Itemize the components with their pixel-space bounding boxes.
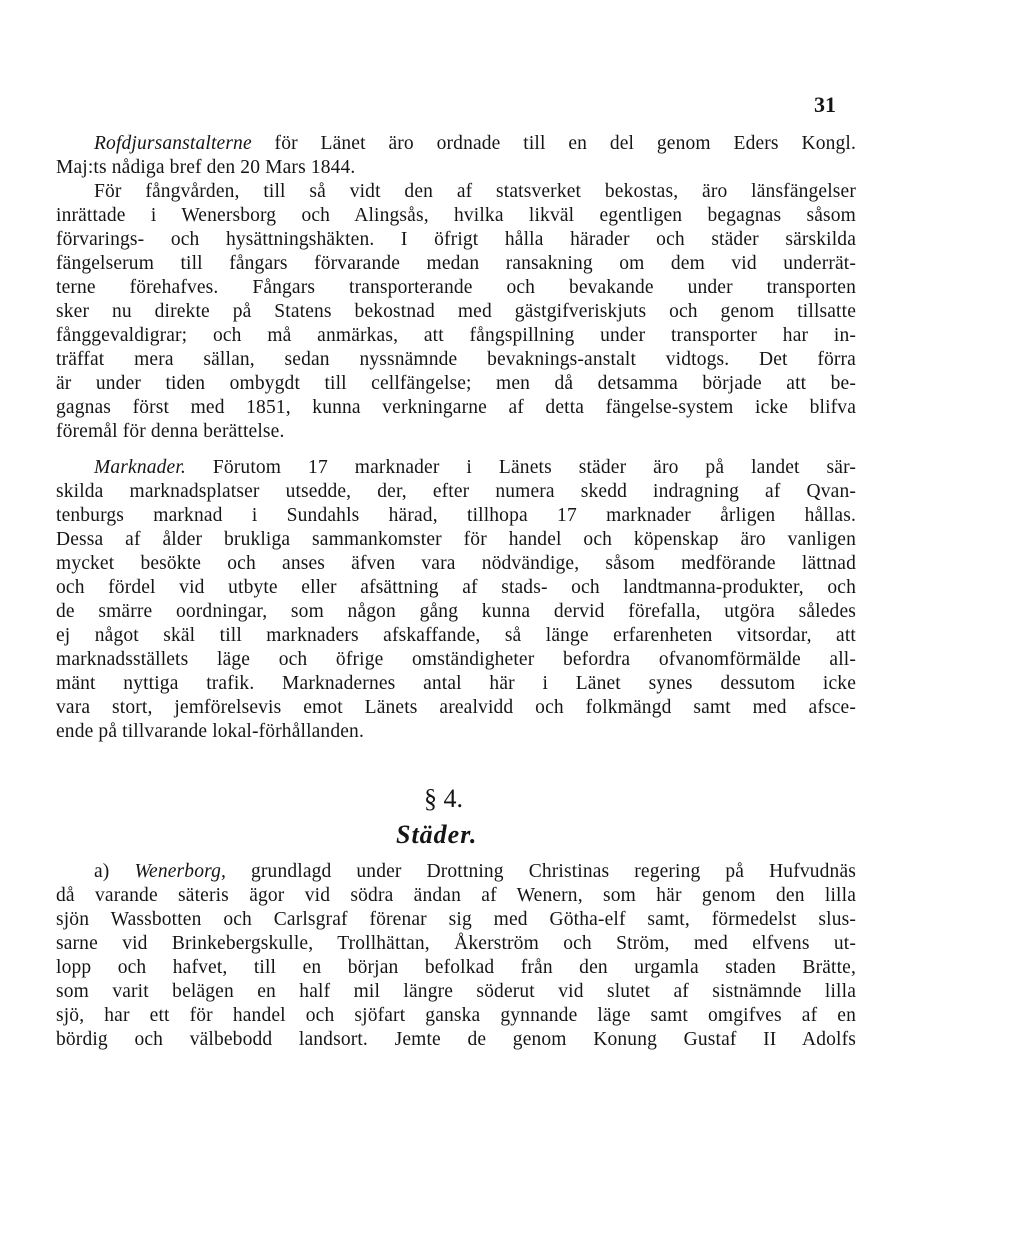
text-line-content: för Länet äro ordnade till en del genom Eders Kongl. bbox=[251, 133, 856, 154]
text-line bbox=[94, 456, 856, 480]
text-line: För fångvården, till så vidt den af statsverket bekostas, äro länsfängelser bbox=[94, 181, 856, 202]
list-marker: a) bbox=[94, 861, 135, 882]
paragraph-lead-wenerborg: Wenerborg, bbox=[134, 861, 227, 882]
text-line: som varit belägen en half mil längre söderut vid slutet af sistnämnde lilla bbox=[56, 981, 856, 1002]
text-line: sjö, har ett för handel och sjöfart ganska gynnande läge samt omgifves af en bbox=[56, 1005, 856, 1026]
text-line: sjön Wassbotten och Carlsgraf förenar sig med Götha-elf samt, förmedelst slus- bbox=[56, 909, 856, 930]
text-line: tenburgs marknad i Sundahls härad, tillhopa 17 marknader årligen hållas. bbox=[56, 505, 856, 526]
text-line: fängelserum till fångars förvarande medan ransakning om dem vid underrät- bbox=[56, 253, 856, 274]
text-line: skilda marknadsplatser utsedde, der, efter numera skedd indragning af Qvan- bbox=[56, 481, 856, 502]
section-number: § 4. bbox=[424, 784, 463, 813]
section-heading: Städer. bbox=[396, 820, 478, 849]
text-line: mycket besökte och anses äfven vara nödvändige, såsom medförande lättnad bbox=[56, 553, 856, 574]
text-line: träffat mera sällan, sedan nyssnämnde bevaknings-anstalt vidtogs. Det förra bbox=[56, 349, 856, 370]
text-line: då varande säteris ägor vid södra ändan af Wenern, som här genom den lilla bbox=[56, 885, 856, 906]
page-number: 31 bbox=[814, 92, 836, 117]
text-line: bördig och välbebodd landsort. Jemte de genom Konung Gustaf II Adolfs bbox=[56, 1029, 856, 1050]
text-line: Maj:ts nådiga bref den 20 Mars 1844. bbox=[56, 157, 356, 178]
text-line: förvarings- och hysättningshäkten. I öfrigt hålla härader och städer särskilda bbox=[56, 229, 856, 250]
text-line: lopp och hafvet, till en början befolkad från den urgamla staden Brätte, bbox=[56, 957, 856, 978]
text-line-content: grundlagd under Drottning Christinas regering på Hufvudnäs bbox=[226, 861, 856, 882]
text-line: terne förehafves. Fångars transporterande och bevakande under transporten bbox=[56, 277, 856, 298]
text-line: och fördel vid utbyte eller afsättning af stads- och landtmanna-produkter, och bbox=[56, 577, 856, 598]
text-line: fånggevaldigrar; och må anmärkas, att fångspillning under transporter har in- bbox=[56, 325, 856, 346]
text-line: inrättade i Wenersborg och Alingsås, hvilka likväl egentligen begagnas såsom bbox=[56, 205, 856, 226]
text-line: föremål för denna berättelse. bbox=[56, 421, 285, 442]
text-line: är under tiden ombygdt till cellfängelse; men då detsamma började att be- bbox=[56, 373, 856, 394]
text-line: ende på tillvarande lokal-förhållanden. bbox=[56, 721, 364, 742]
paragraph-lead-marknader: Marknader. bbox=[94, 457, 186, 478]
text-line-content: Förutom 17 marknader i Länets städer äro på landet sär- bbox=[185, 457, 856, 478]
text-line: ej något skäl till marknaders afskaffande, så länge erfarenheten vitsordar, att bbox=[56, 625, 856, 646]
text-line: sker nu direkte på Statens bekostnad med gästgifveriskjuts och genom tillsatte bbox=[56, 301, 856, 322]
text-line: Dessa af ålder brukliga sammankomster för handel och köpenskap äro vanligen bbox=[56, 529, 856, 550]
text-line: marknadsställets läge och öfrige omständigheter befordra ofvanomförmälde all- bbox=[56, 649, 856, 670]
text-line: mänt nyttiga trafik. Marknadernes antal här i Länet synes dessutom icke bbox=[56, 673, 856, 694]
text-line: gagnas först med 1851, kunna verkningarne af detta fängelse-system icke blifva bbox=[56, 397, 856, 418]
text-line: vara stort, jemförelsevis emot Länets arealvidd och folkmängd samt med afsce- bbox=[56, 697, 856, 718]
text-line: de smärre oordningar, som någon gång kunna dervid förefalla, utgöra således bbox=[56, 601, 856, 622]
text-line bbox=[94, 860, 856, 884]
paragraph-lead-rofdjursanstalterne: Rofdjursanstalterne bbox=[94, 133, 252, 154]
text-line: sarne vid Brinkebergskulle, Trollhättan, Åkerström och Ström, med elfvens ut- bbox=[56, 933, 856, 954]
text-line bbox=[94, 132, 856, 156]
